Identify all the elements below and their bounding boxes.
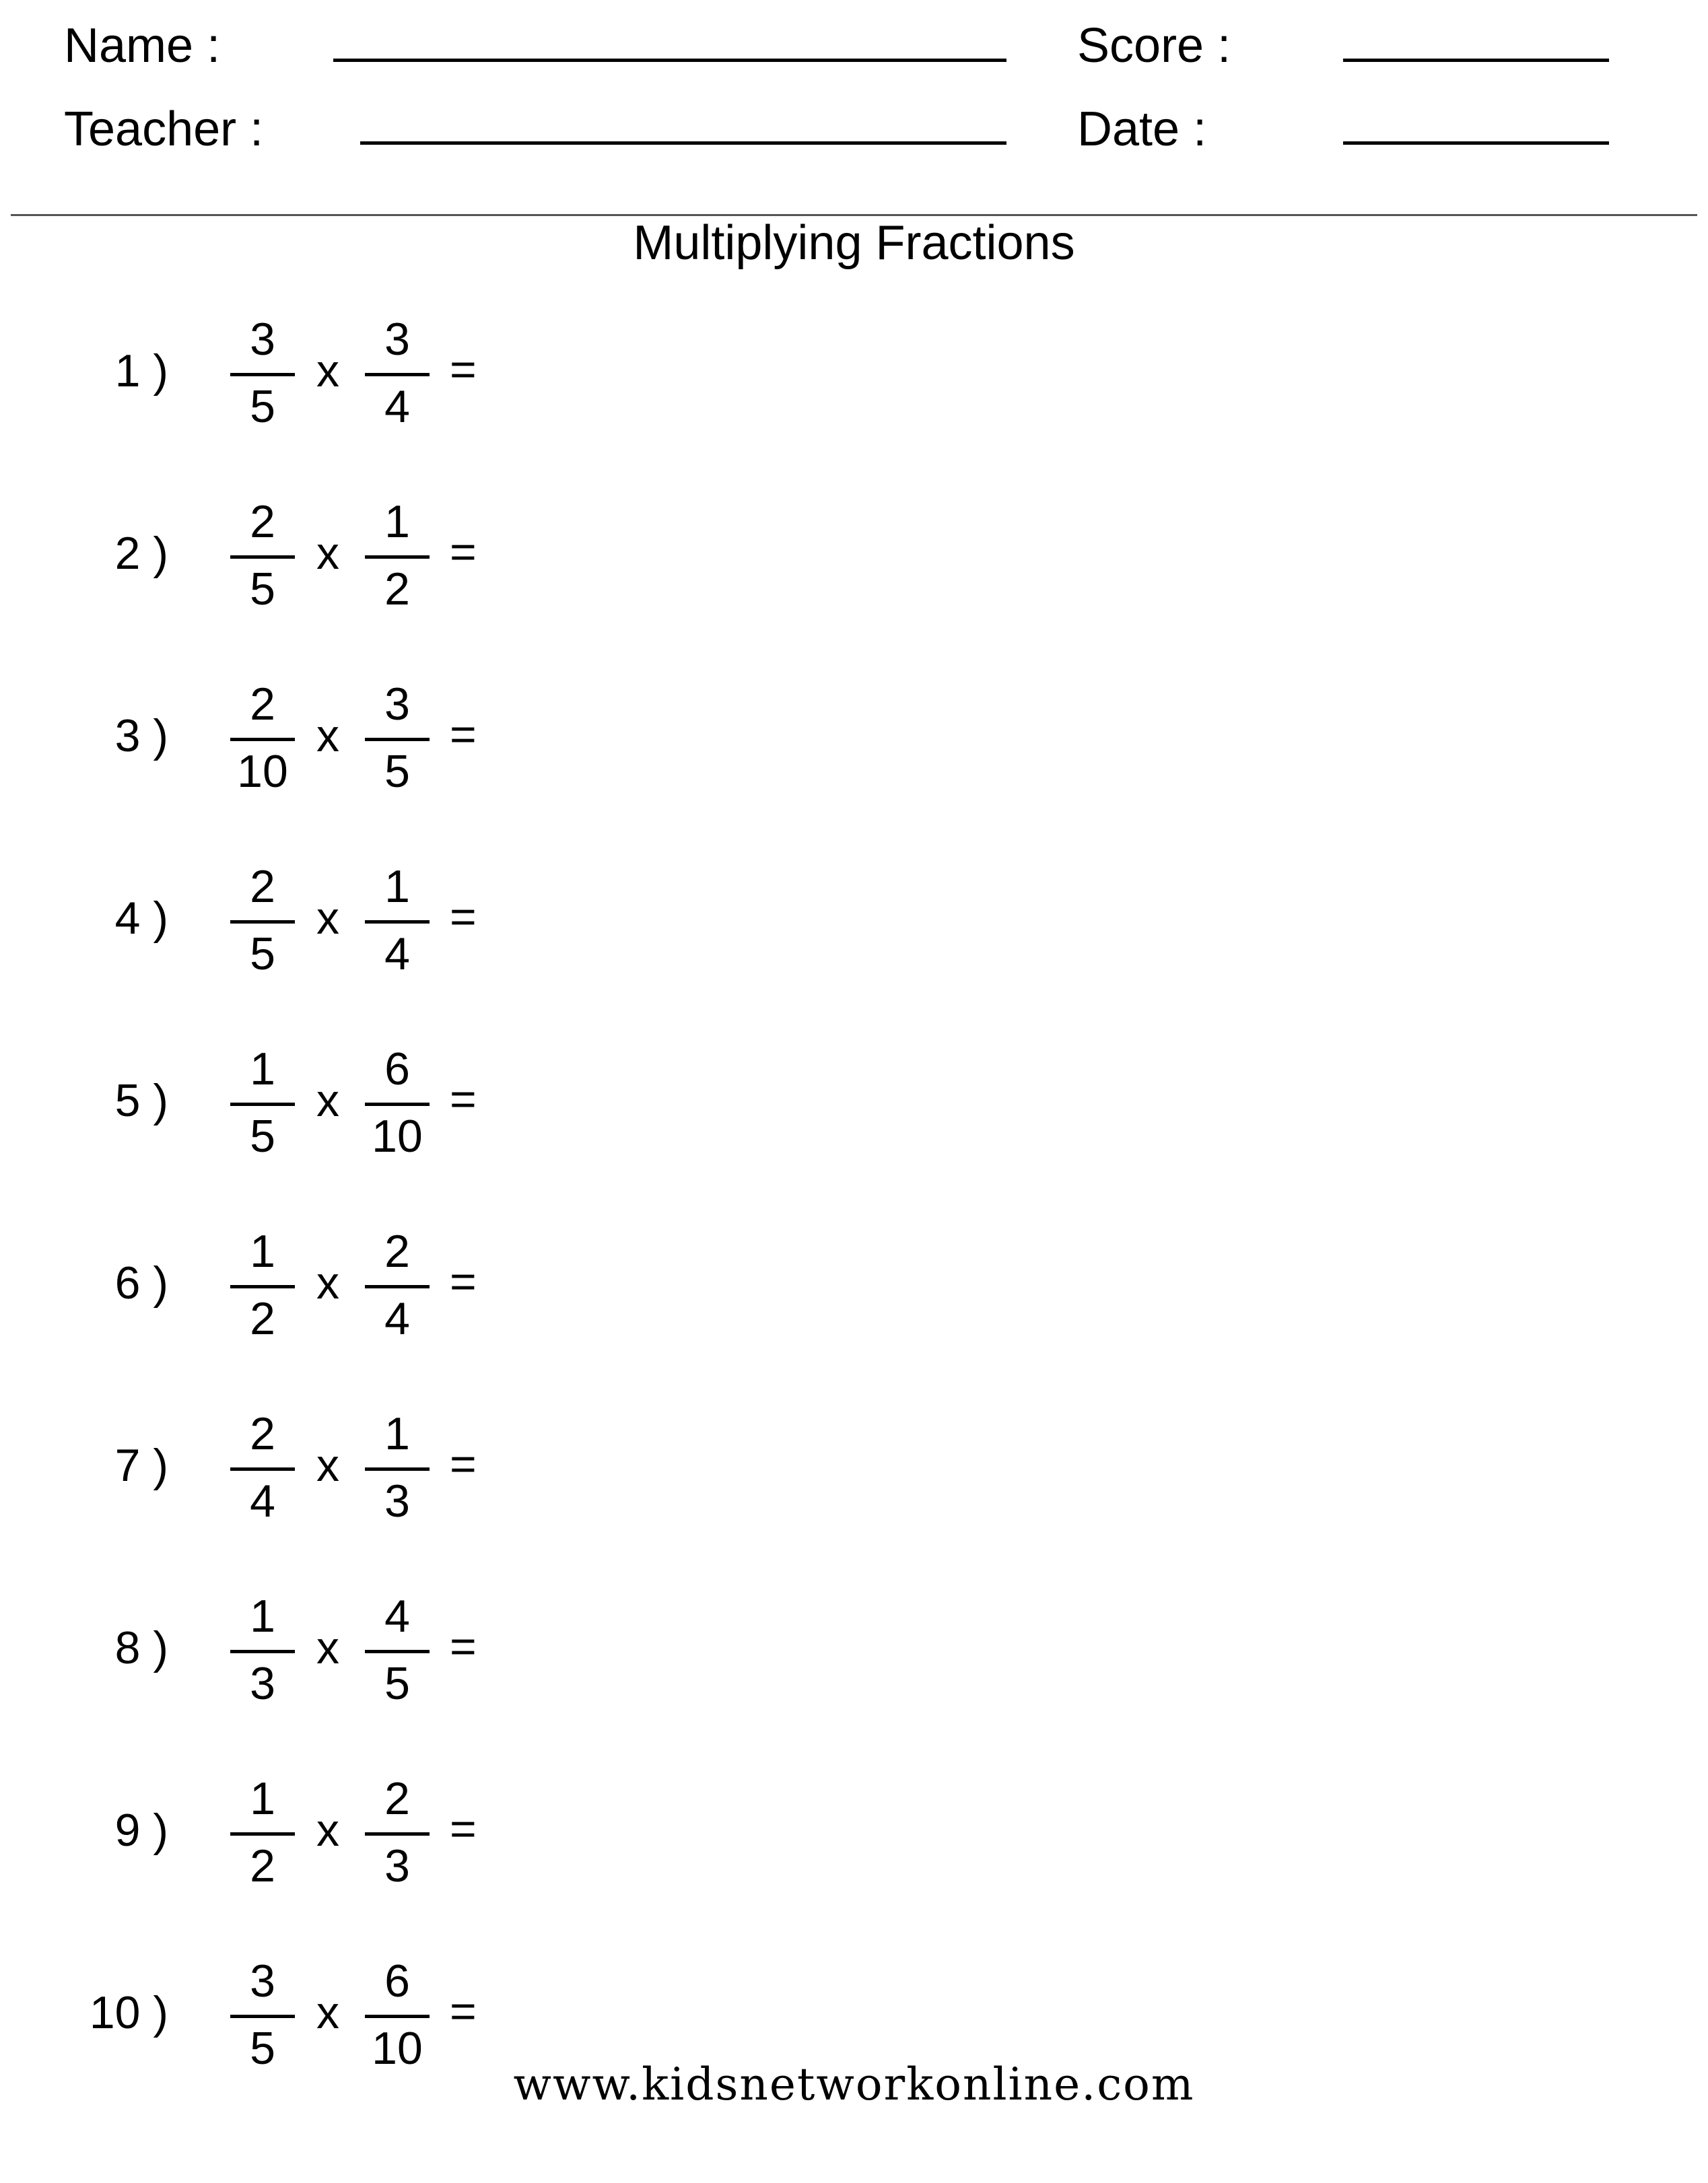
- first-numerator: 1: [250, 1226, 275, 1277]
- score-label: Score :: [1077, 19, 1231, 73]
- second-numerator: 1: [384, 496, 410, 547]
- second-denominator: 4: [384, 1293, 410, 1344]
- first-denominator: 5: [250, 928, 275, 979]
- fraction-bar: [230, 1103, 295, 1106]
- second-numerator: 2: [384, 1773, 410, 1824]
- multiply-sign: x: [316, 345, 339, 396]
- second-numerator: 1: [384, 861, 410, 912]
- fraction-bar: [365, 1467, 430, 1471]
- first-numerator: 2: [250, 861, 275, 912]
- first-numerator: 2: [250, 496, 275, 547]
- teacher-label: Teacher :: [64, 102, 264, 156]
- second-numerator: 2: [384, 1226, 410, 1277]
- multiply-sign: x: [316, 1622, 339, 1673]
- fraction-bar: [230, 738, 295, 741]
- multiply-sign: x: [316, 1987, 339, 2038]
- footer-website: www.kidsnetworkonline.com: [513, 2058, 1195, 2110]
- fraction-bar: [365, 1103, 430, 1106]
- first-denominator: 5: [250, 2023, 275, 2074]
- second-denominator: 3: [384, 1476, 410, 1527]
- first-denominator: 5: [250, 563, 275, 615]
- fraction-bar: [365, 1285, 430, 1288]
- name-blank-line[interactable]: [333, 59, 1006, 62]
- name-label: Name :: [64, 19, 221, 73]
- first-numerator: 1: [250, 1043, 275, 1095]
- fraction-bar: [230, 1467, 295, 1471]
- first-denominator: 3: [250, 1658, 275, 1709]
- second-numerator: 4: [384, 1591, 410, 1642]
- equals-sign: =: [450, 1074, 477, 1125]
- first-numerator: 1: [250, 1591, 275, 1642]
- fraction-bar: [365, 738, 430, 741]
- problem-item: [0, 1587, 606, 1714]
- second-numerator: 6: [384, 1955, 410, 2007]
- second-numerator: 3: [384, 314, 410, 365]
- equals-sign: =: [450, 344, 477, 395]
- problem-number: 5 ): [114, 1075, 168, 1126]
- second-numerator: 6: [384, 1043, 410, 1095]
- problem-item: [0, 492, 606, 620]
- multiply-sign: x: [316, 893, 339, 944]
- first-denominator: 10: [237, 746, 288, 797]
- multiply-sign: x: [316, 528, 339, 579]
- multiply-sign: x: [316, 1075, 339, 1126]
- fraction-bar: [365, 1650, 430, 1653]
- equals-sign: =: [450, 526, 477, 578]
- multiply-sign: x: [316, 1805, 339, 1856]
- fraction-bar: [365, 1832, 430, 1836]
- multiply-sign: x: [316, 710, 339, 761]
- teacher-blank-line[interactable]: [360, 141, 1006, 145]
- problem-number: 6 ): [114, 1257, 168, 1309]
- first-denominator: 4: [250, 1476, 275, 1527]
- first-numerator: 1: [250, 1773, 275, 1824]
- fraction-bar: [365, 555, 430, 559]
- problem-item: [0, 674, 606, 802]
- problem-number: 8 ): [114, 1622, 168, 1673]
- second-denominator: 10: [372, 1111, 423, 1162]
- fraction-bar: [230, 373, 295, 376]
- equals-sign: =: [450, 1621, 477, 1672]
- problem-number: 2 ): [114, 528, 168, 579]
- first-numerator: 3: [250, 1955, 275, 2007]
- problem-item: [0, 1222, 606, 1350]
- equals-sign: =: [450, 1803, 477, 1855]
- fraction-bar: [230, 1285, 295, 1288]
- problem-item: [0, 1039, 606, 1167]
- equals-sign: =: [450, 709, 477, 760]
- first-numerator: 3: [250, 314, 275, 365]
- equals-sign: =: [450, 1256, 477, 1307]
- first-numerator: 2: [250, 679, 275, 730]
- problem-item: [0, 1769, 606, 1897]
- date-blank-line[interactable]: [1343, 141, 1609, 145]
- second-denominator: 4: [384, 381, 410, 432]
- first-denominator: 5: [250, 1111, 275, 1162]
- fraction-bar: [365, 2015, 430, 2018]
- fraction-bar: [230, 1832, 295, 1836]
- problem-item: [0, 310, 606, 438]
- first-numerator: 2: [250, 1408, 275, 1459]
- first-denominator: 2: [250, 1840, 275, 1892]
- problem-number: 10 ): [89, 1987, 168, 2038]
- problem-number: 7 ): [114, 1440, 168, 1491]
- second-numerator: 3: [384, 679, 410, 730]
- problem-item: [0, 857, 606, 985]
- equals-sign: =: [450, 891, 477, 942]
- second-numerator: 1: [384, 1408, 410, 1459]
- second-denominator: 4: [384, 928, 410, 979]
- second-denominator: 5: [384, 746, 410, 797]
- worksheet-title: Multiplying Fractions: [633, 216, 1075, 270]
- equals-sign: =: [450, 1439, 477, 1490]
- score-blank-line[interactable]: [1343, 59, 1609, 62]
- fraction-bar: [365, 920, 430, 924]
- fraction-bar: [230, 1650, 295, 1653]
- fraction-bar: [230, 920, 295, 924]
- equals-sign: =: [450, 1986, 477, 2037]
- fraction-bar: [230, 555, 295, 559]
- problem-item: [0, 1404, 606, 1532]
- date-label: Date :: [1077, 102, 1207, 156]
- first-denominator: 5: [250, 381, 275, 432]
- multiply-sign: x: [316, 1257, 339, 1309]
- second-denominator: 3: [384, 1840, 410, 1892]
- fraction-bar: [365, 373, 430, 376]
- problem-number: 1 ): [114, 345, 168, 396]
- problem-number: 3 ): [114, 710, 168, 761]
- first-denominator: 2: [250, 1293, 275, 1344]
- problem-number: 9 ): [114, 1805, 168, 1856]
- fraction-bar: [230, 2015, 295, 2018]
- second-denominator: 2: [384, 563, 410, 615]
- problem-number: 4 ): [114, 893, 168, 944]
- second-denominator: 5: [384, 1658, 410, 1709]
- second-denominator: 10: [372, 2023, 423, 2074]
- multiply-sign: x: [316, 1440, 339, 1491]
